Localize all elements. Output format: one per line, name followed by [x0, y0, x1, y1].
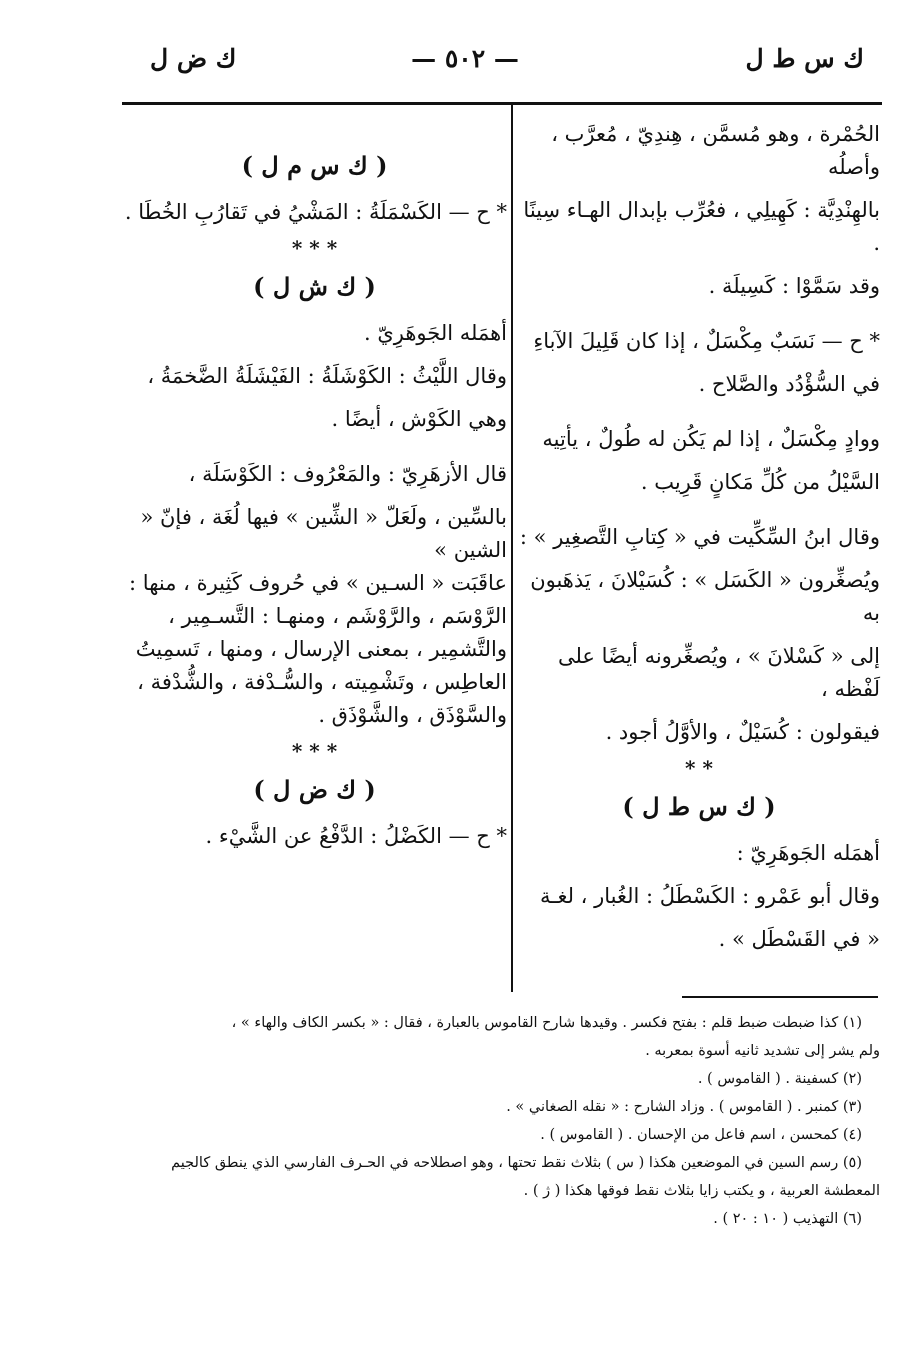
- footnote-5-continued: المعطشة العربية ، و يكتب زايا بثلاث نقط فوقها هكذا ( ژ ) .: [523, 1183, 880, 1199]
- footnote-4: (٤) كمحسن ، اسم فاعل من الإحسان . ( القاموس ) .: [540, 1127, 862, 1143]
- section-separator: * *: [685, 756, 713, 780]
- text-line: والتَّشمِير ، بمعنى الإرسال ، ومنها ، تَسمِيتُ: [135, 637, 507, 661]
- text-line: * ح — نَسَبٌ مِكْسَلٌ ، إذا كان قَلِيلَ الآباءِ: [533, 329, 880, 353]
- footnote-3: (٣) كمنبر . ( القاموس ) . وزاد الشارح : « نقله الصغاني » .: [506, 1099, 862, 1115]
- section-heading: ( ك ش ل ): [253, 272, 376, 301]
- column-divider: [511, 104, 513, 992]
- text-line: عاقَبَت « السـين » في حُروف كَثِيرة ، منها :: [129, 571, 507, 595]
- footnote-2: (٢) كسفينة . ( القاموس ) .: [697, 1071, 862, 1087]
- text-line: بالهِنْدِيَّة : كَهِيلِي ، فعُرِّب بإبدال الهـاء سِينًا .: [523, 198, 880, 255]
- text-line: وقال ابنُ السِّكِّيت في « كِتابِ التَّصغِير » :: [519, 525, 880, 549]
- text-line: وقال أبو عَمْرو : الكَسْطَلُ : الغُبار ، لغـة: [540, 884, 880, 908]
- right-column: [518, 118, 880, 956]
- text-line: * ح — الكَسْمَلَةُ : المَشْيُ في تَقارُبِ الخُطَا .: [124, 200, 507, 224]
- text-line: بالسِّين ، ولَعَلّ « الشِّين » فيها لُغَة ، فإنّ « الشين »: [140, 505, 507, 562]
- header-rule: [122, 102, 882, 105]
- footnote-6: (٦) التهذيب ( ١٠ : ٢٠ ) .: [713, 1211, 862, 1227]
- header-root-left: ك ض ل: [150, 44, 237, 73]
- text-line: ويُصغِّرون « الكَسَل » : كُسَيْلانَ ، يَذهَبون به: [530, 568, 880, 625]
- text-line: وهي الكَوْش ، أيضًا .: [331, 407, 507, 431]
- footnote-rule: [682, 996, 878, 998]
- text-line: السَّيْلُ من كُلِّ مَكانٍ قَرِيب .: [640, 470, 880, 494]
- text-line: وقال اللَّيْثُ : الكَوْشَلَةُ : الفَيْشَلَةُ الضَّخمَةُ ،: [147, 364, 507, 388]
- text-line: أهمَله الجَوهَرِيّ :: [736, 841, 880, 865]
- footnote-1-continued: ولم يشر إلى تشديد ثانيه أسوة بمعربه .: [645, 1043, 880, 1059]
- section-heading: ( ك ض ل ): [253, 775, 376, 804]
- text-line: الرَّوْسَم ، والرَّوْشَم ، ومنهـا : التَّسـمِير ،: [168, 604, 507, 628]
- page-number: — ٥٠٢ —: [411, 44, 519, 73]
- section-heading: ( ك س م ل ): [241, 151, 388, 180]
- section-heading: ( ك س ط ل ): [622, 792, 776, 821]
- text-line: والسَّوْذَق ، والشَّوْذَق .: [318, 703, 507, 727]
- footnotes: [150, 1010, 880, 1234]
- text-line: إلى « كَسْلانَ » ، ويُصغِّرونه أيضًا على لَفْظه ،: [557, 644, 880, 701]
- section-separator: * * *: [291, 236, 338, 260]
- text-line: في السُّؤْدُد والصَّلاح .: [698, 372, 880, 396]
- text-line: « في القَسْطَل » .: [718, 927, 880, 951]
- text-line: فيقولون : كُسَيْلٌ ، والأوَّلُ أجود .: [605, 720, 880, 744]
- text-line: وقد سَمَّوْا : كَسِيلَة .: [708, 274, 880, 298]
- header-root-right: ك س ط ل: [745, 44, 864, 73]
- text-line: قال الأزهَرِيّ : والمَعْرُوف : الكَوْسَلَة ،: [188, 462, 507, 486]
- footnote-5: (٥) رسم السين في الموضعين هكذا ( س ) بثلاث نقط تحتها ، وهو اصطلاحه في الحـرف الفارسي الذي ينطق كالجيم: [171, 1155, 862, 1171]
- section-separator: * * *: [291, 739, 338, 763]
- text-line: الحُمْرة ، وهو مُسمَّن ، هِندِيّ ، مُعرَّب ، وأصلُه: [551, 122, 880, 179]
- left-column: [122, 140, 507, 853]
- text-line: العاطِس ، وتَشْمِيته ، والسُّـدْفة ، والشُّدْفة ،: [137, 670, 507, 694]
- footnote-1: (١) كذا ضبطت ضبط قلم : بفتح فكسر . وقيدها شارح القاموس بالعبارة ، فقال : « بكسر الكاف والهاء » ،: [231, 1015, 862, 1031]
- text-line: * ح — الكَضْلُ : الدَّفْعُ عن الشَّيْء .: [205, 824, 507, 848]
- text-line: ووادٍ مِكْسَلٌ ، إذا لم يَكُن له طُولٌ ، يأتِيه: [542, 427, 880, 451]
- text-line: أهمَله الجَوهَرِيّ .: [363, 321, 507, 345]
